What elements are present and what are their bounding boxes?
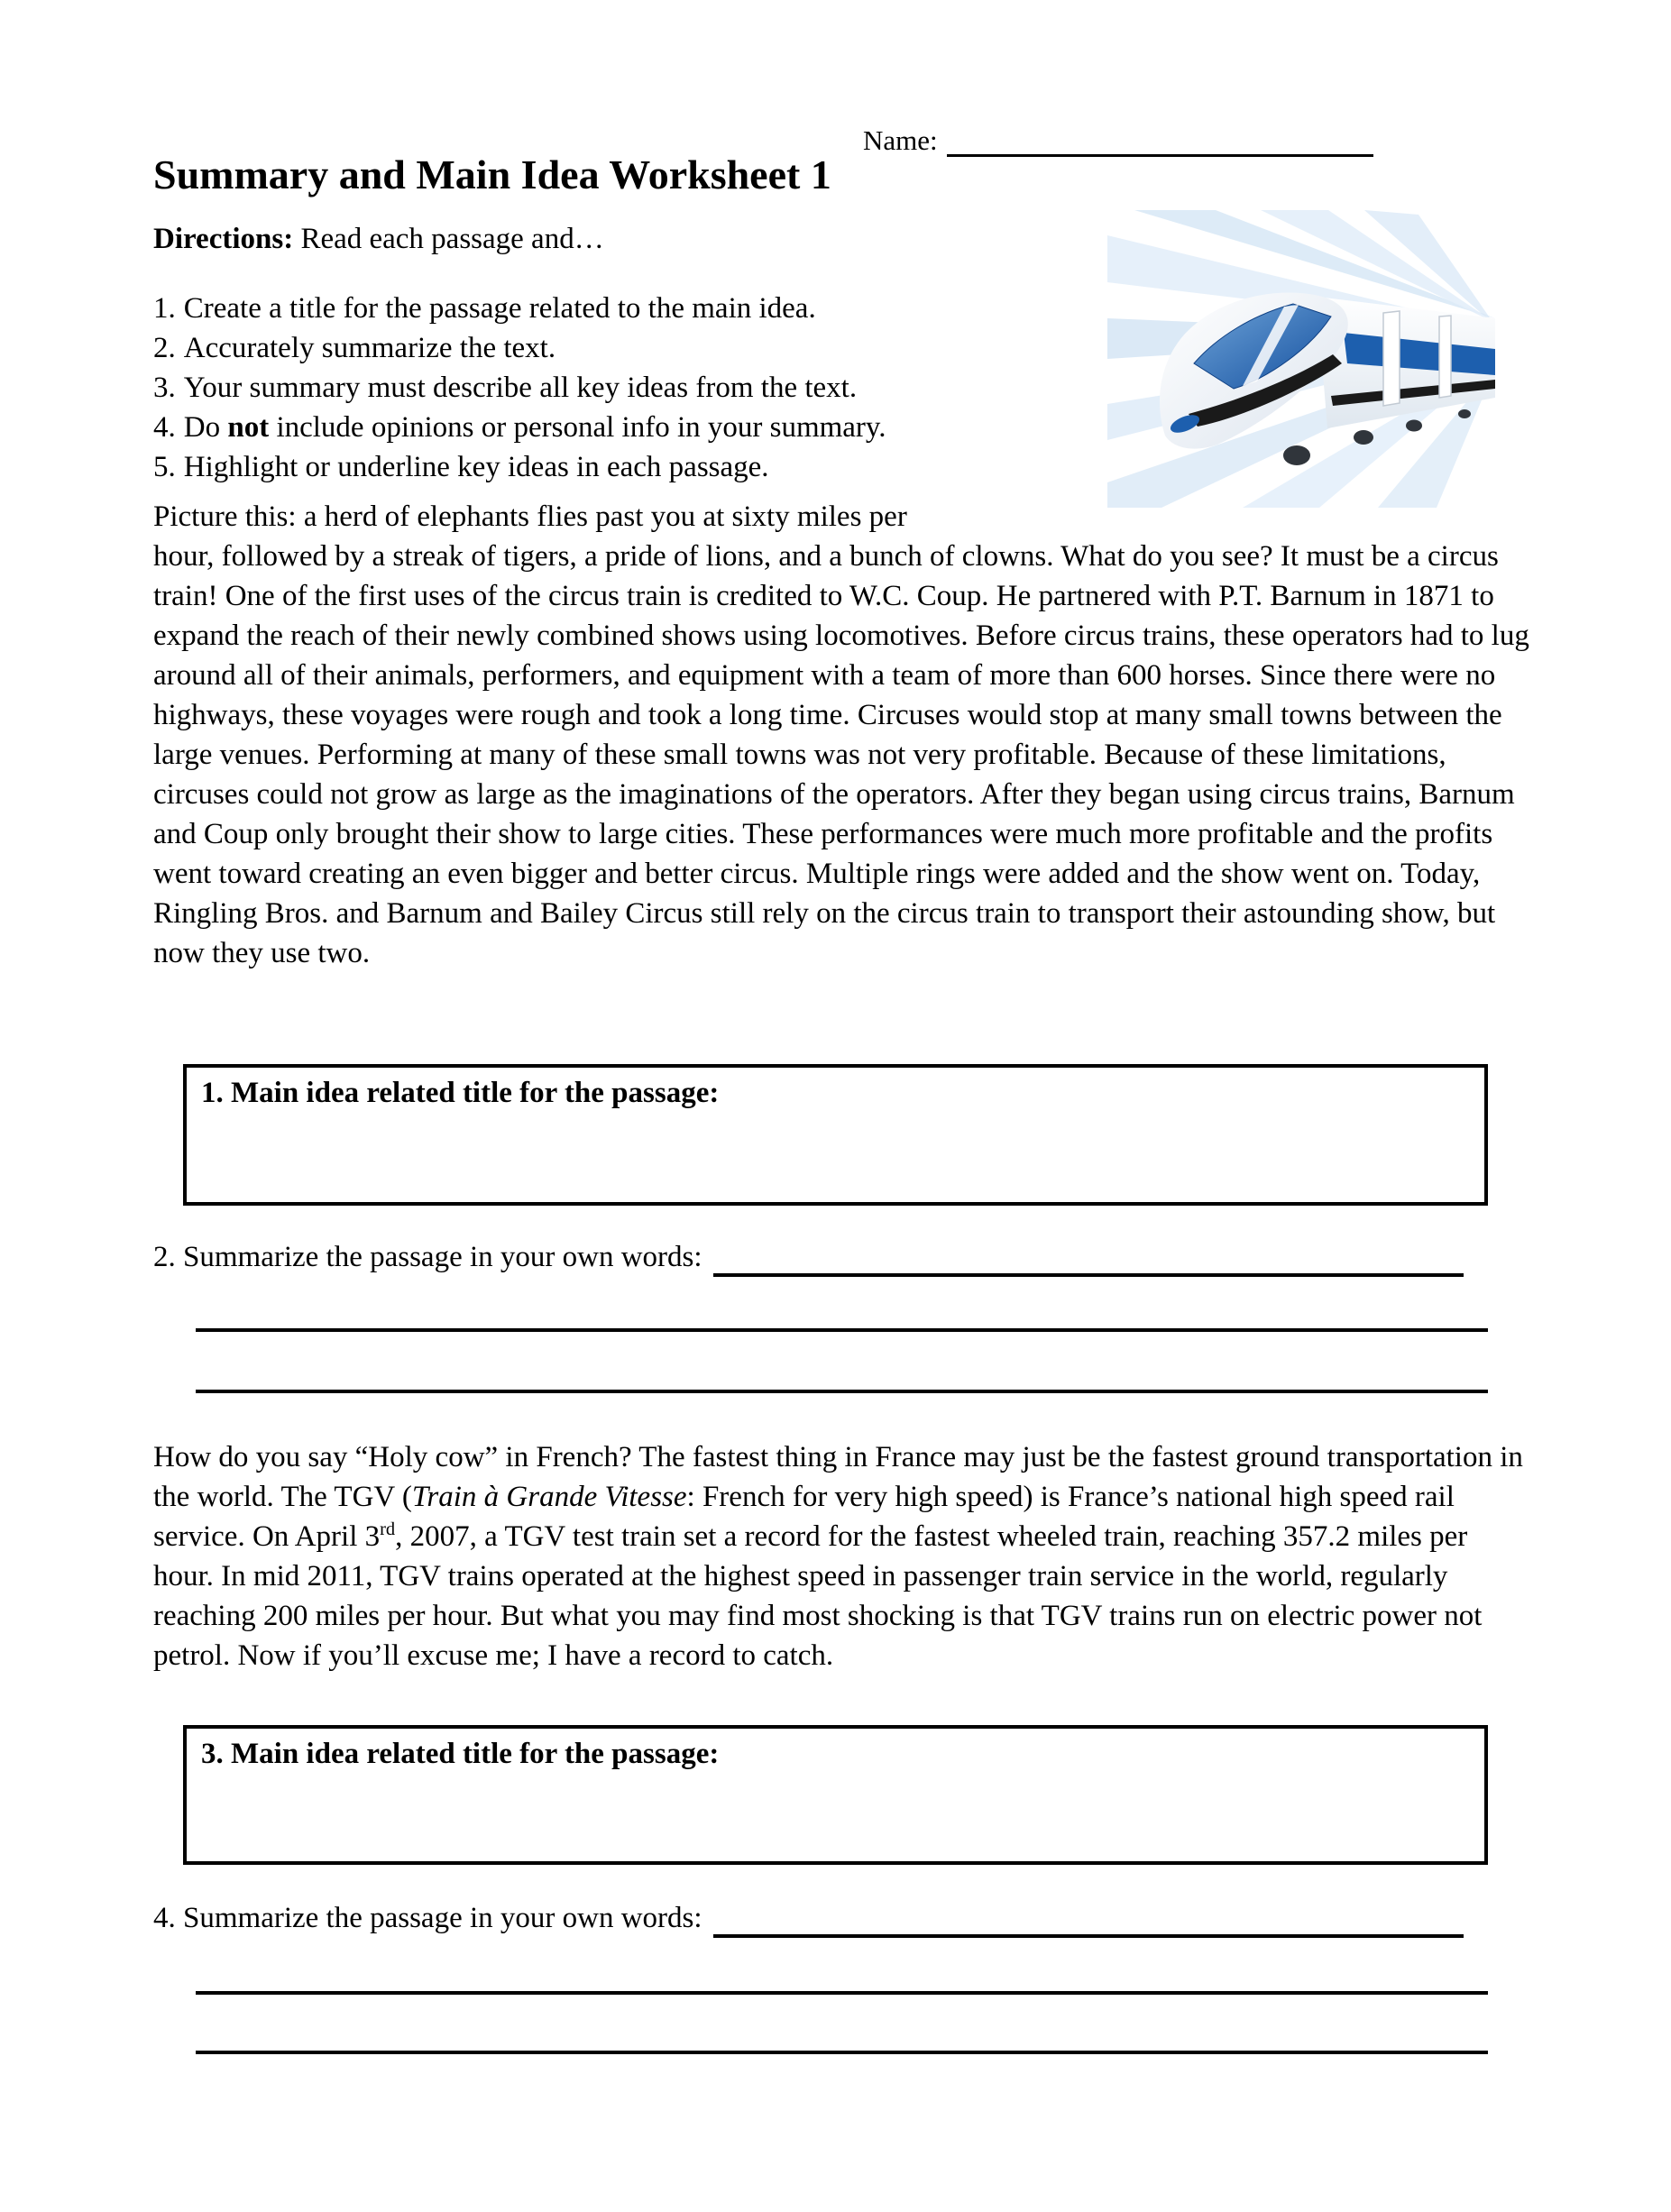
passage-2-body: How do you say “Holy cow” in French? The fastest thing in France may just be the fastest ground transportation in the world. The TGV (Train à Grande Vitesse: French for very high speed) is France’s national high speed rail service. On April 3rd, 2007, a TGV test train set a record for the fastest wheeled train, reaching 357.2 miles per hour. In mid 2011, TGV trains operated at the highest speed in passenger train service in the world, regularly reaching 200 miles per hour. But what you may find most shocking is that TGV trains run on electric power not petrol. Now if you’ll excuse me; I have a record to catch. [153, 1441, 1523, 1672]
answer-box-2-label: 3. Main idea related title for the passage: [201, 1738, 720, 1770]
directions [153, 219, 604, 259]
answer-box-1-label: 1. Main idea related title for the passage: [201, 1077, 720, 1109]
passage-1-body: hour, followed by a streak of tigers, a pride of lions, and a bunch of clowns. What do you see? It must be a circus train! One of the first uses of the circus train is credited to W.C. Coup. He partnered with P.T. Barnum in 1871 to expand the reach of their newly combined shows using locomotives. Before circus trains, these operators had to lug around all of their animals, performers, and equipment with a team of more than 600 horses. Since there were no highways, these voyages were rough and took a long time. Circuses would stop at many small towns between the large venues. Performing at many of these small towns was not very profitable. Because of these limitations, circuses could not grow as large as the imaginations of the operators. After they began using circus trains, Barnum and Coup only brought their show to large cities. These performances were much more profitable and the profits went toward creating an even bigger and better circus. Multiple rings were added and the show went on. Today, Ringling Bros. and Barnum and Bailey Circus still rely on the circus train to transport their astounding show, but now they use two. [153, 540, 1529, 969]
name-label: Name: [863, 124, 938, 156]
passage-1-first-line: Picture this: a herd of elephants flies past you at sixty miles per [153, 500, 907, 533]
name-blank-line[interactable] [947, 125, 1373, 157]
question-4-row [153, 1898, 1464, 1938]
instruction-item-3: 3. Your summary must describe all key ideas from the text. [153, 372, 858, 404]
passage-1 [153, 497, 1535, 973]
high-speed-train-icon [1107, 210, 1495, 508]
instruction-item-4: 4. Do not include opinions or personal info in your summary. [153, 411, 886, 444]
answer-line[interactable] [196, 2051, 1488, 2054]
answer-line[interactable] [196, 1328, 1488, 1332]
question-2-label: 2. Summarize the passage in your own words: [153, 1241, 702, 1273]
answer-line[interactable] [196, 1390, 1488, 1393]
page-title: Summary and Main Idea Worksheet 1 [153, 151, 831, 197]
directions-label: Directions: [153, 223, 294, 255]
instruction-item-5: 5. Highlight or underline key ideas in each passage. [153, 451, 769, 483]
answer-box-2[interactable] [183, 1725, 1488, 1865]
instruction-item-1: 1. Create a title for the passage related to the main idea. [153, 292, 816, 325]
name-row [863, 124, 1373, 157]
question-4-label: 4. Summarize the passage in your own words: [153, 1902, 702, 1934]
answer-line[interactable] [196, 1991, 1488, 1995]
question-2-row [153, 1237, 1464, 1277]
instruction-list [153, 289, 886, 487]
directions-text: Read each passage and… [293, 223, 604, 255]
question-2-answer-line[interactable] [713, 1241, 1464, 1277]
passage-2 [153, 1437, 1535, 1675]
question-4-answer-line[interactable] [713, 1902, 1464, 1938]
instruction-item-2: 2. Accurately summarize the text. [153, 332, 556, 364]
answer-box-1[interactable] [183, 1064, 1488, 1206]
